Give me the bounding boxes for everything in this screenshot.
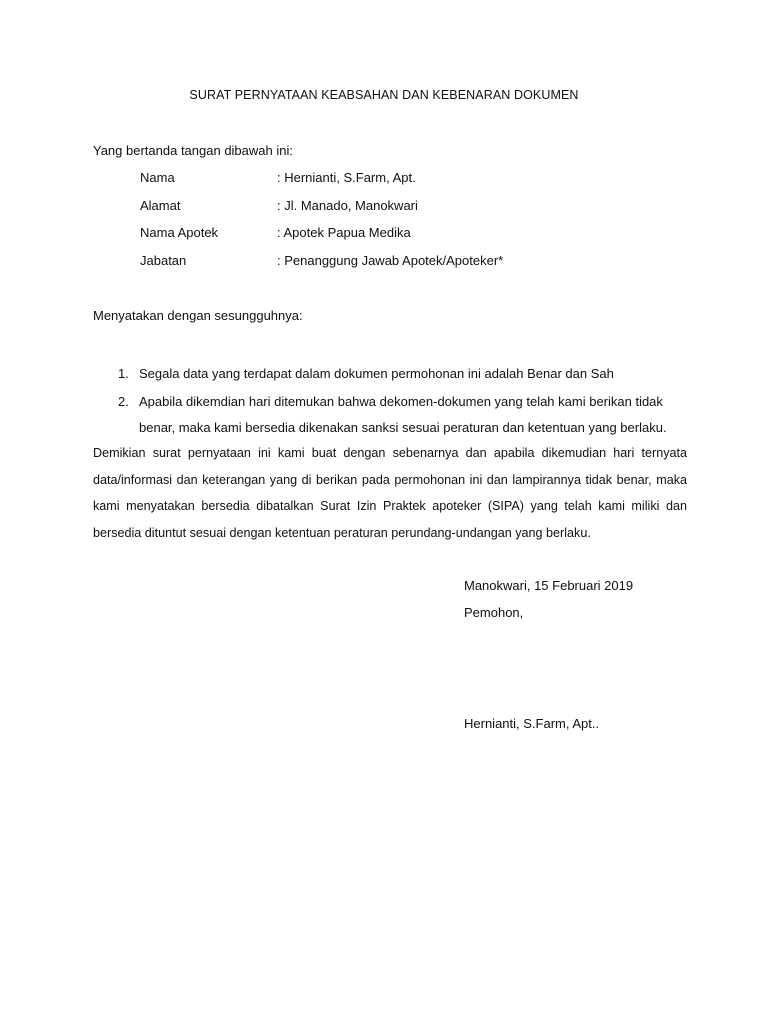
list-text: Segala data yang terdapat dalam dokumen permohonan ini adalah Benar dan Sah xyxy=(139,366,614,381)
list-number: 1. xyxy=(118,366,129,381)
list-item xyxy=(118,389,688,441)
signature-block xyxy=(464,578,633,632)
field-value: : Apotek Papua Medika xyxy=(277,225,411,240)
field-label: Nama xyxy=(140,170,175,185)
field-value: : Penanggung Jawab Apotek/Apoteker* xyxy=(277,252,504,268)
signer-name: Hernianti, S.Farm, Apt.. xyxy=(464,716,600,731)
signer-role: Pemohon, xyxy=(464,605,524,620)
statement-list xyxy=(118,361,688,441)
field-value: : Hernianti, S.Farm, Apt. xyxy=(277,170,416,185)
field-label: Alamat xyxy=(140,197,181,213)
document-title: SURAT PERNYATAAN KEABSAHAN DAN KEBENARAN DOKUMEN xyxy=(189,88,579,102)
closing-paragraph: Demikian surat pernyataan ini kami buat dengan sebenarnya dan apabila dikemudian hari ternyata data/informasi dan keterangan yang di berikan pada permohonan ini dan lampirannya tidak benar, maka kami menyatakan bersedia dibatalkan Surat Izin Praktek apoteker (SIPA) yang telah kami miliki dan bersedia dituntut sesuai dengan ketentuan peraturan perundang-undangan yang berlaku. xyxy=(93,446,687,540)
statement-heading: Menyatakan dengan sesungguhnya: xyxy=(93,308,303,323)
field-label: Jabatan xyxy=(140,252,187,268)
intro-text: Yang bertanda tangan dibawah ini: xyxy=(93,143,293,158)
list-number: 2. xyxy=(118,394,129,409)
field-label: Nama Apotek xyxy=(140,225,219,240)
list-text: Apabila dikemdian hari ditemukan bahwa dekomen-dokumen yang telah kami berikan tidak benar, maka kami bersedia dikenakan sanksi sesuai peraturan dan ketentuan yang berlaku. xyxy=(139,394,667,435)
field-value: : Jl. Manado, Manokwari xyxy=(277,197,418,213)
place-date: Manokwari, 15 Februari 2019 xyxy=(464,578,634,593)
list-item xyxy=(118,361,688,387)
